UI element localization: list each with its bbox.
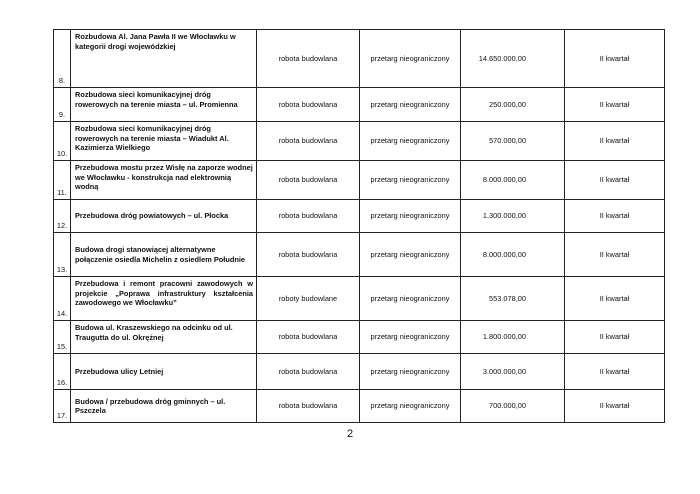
contract-type: robota budowlana: [257, 161, 360, 200]
table-row: [54, 277, 665, 321]
estimated-value: 250.000,00: [461, 88, 565, 122]
procurement-table: [53, 29, 665, 423]
task-name: Rozbudowa sieci komunikacyjnej dróg rowerowych na terenie miasta – Wiadukt Al. Kazimierza Wielkiego: [71, 122, 257, 161]
contract-type: roboty budowlane: [257, 277, 360, 321]
estimated-value: 14.650.000,00: [461, 30, 565, 88]
planned-quarter: II kwartał: [565, 88, 665, 122]
contract-type: robota budowlana: [257, 390, 360, 423]
procurement-procedure: przetarg nieograniczony: [360, 88, 461, 122]
row-number: 9.: [54, 88, 71, 122]
row-number: 15.: [54, 321, 71, 354]
table-row: [54, 233, 665, 277]
row-number: 13.: [54, 233, 71, 277]
procurement-procedure: przetarg nieograniczony: [360, 233, 461, 277]
planned-quarter: II kwartał: [565, 233, 665, 277]
procurement-procedure: przetarg nieograniczony: [360, 354, 461, 390]
procurement-procedure: przetarg nieograniczony: [360, 277, 461, 321]
contract-type: robota budowlana: [257, 30, 360, 88]
table-row: [54, 390, 665, 423]
task-name: Budowa drogi stanowiącej alternatywne połączenie osiedla Michelin z osiedlem Południe: [71, 233, 257, 277]
table-row: [54, 161, 665, 200]
contract-type: robota budowlana: [257, 321, 360, 354]
task-name: Przebudowa dróg powiatowych – ul. Płocka: [71, 200, 257, 233]
contract-type: robota budowlana: [257, 233, 360, 277]
table-row: [54, 122, 665, 161]
planned-quarter: II kwartał: [565, 354, 665, 390]
procurement-procedure: przetarg nieograniczony: [360, 161, 461, 200]
planned-quarter: II kwartał: [565, 390, 665, 423]
planned-quarter: II kwartał: [565, 161, 665, 200]
planned-quarter: II kwartał: [565, 321, 665, 354]
row-number: 11.: [54, 161, 71, 200]
planned-quarter: II kwartał: [565, 200, 665, 233]
contract-type: robota budowlana: [257, 88, 360, 122]
table-row: [54, 200, 665, 233]
procurement-procedure: przetarg nieograniczony: [360, 122, 461, 161]
procurement-procedure: przetarg nieograniczony: [360, 30, 461, 88]
planned-quarter: II kwartał: [565, 122, 665, 161]
row-number: 14.: [54, 277, 71, 321]
estimated-value: 1.300.000,00: [461, 200, 565, 233]
table-row: [54, 354, 665, 390]
estimated-value: 1.800.000,00: [461, 321, 565, 354]
estimated-value: 570.000,00: [461, 122, 565, 161]
estimated-value: 700.000,00: [461, 390, 565, 423]
task-name: Przebudowa mostu przez Wisłę na zaporze wodnej we Włocławku - konstrukcja nad elektrownią wodną: [71, 161, 257, 200]
task-name: Przebudowa ulicy Letniej: [71, 354, 257, 390]
procurement-procedure: przetarg nieograniczony: [360, 390, 461, 423]
procurement-procedure: przetarg nieograniczony: [360, 321, 461, 354]
planned-quarter: II kwartał: [565, 30, 665, 88]
row-number: 12.: [54, 200, 71, 233]
row-number: 10.: [54, 122, 71, 161]
table-row: [54, 88, 665, 122]
estimated-value: 8.000.000,00: [461, 161, 565, 200]
task-name: Budowa ul. Kraszewskiego na odcinku od ul. Traugutta do ul. Okrężnej: [71, 321, 257, 354]
contract-type: robota budowlana: [257, 200, 360, 233]
planned-quarter: II kwartał: [565, 277, 665, 321]
estimated-value: 3.000.000,00: [461, 354, 565, 390]
task-name: Rozbudowa Al. Jana Pawła II we Włocławku w kategorii drogi wojewódzkiej: [71, 30, 257, 88]
contract-type: robota budowlana: [257, 122, 360, 161]
table-row: [54, 30, 665, 88]
task-name: Przebudowa i remont pracowni zawodowych w projekcie „Poprawa infrastruktury kształcenia zawodowego we Włocławku”: [71, 277, 257, 321]
table-row: [54, 321, 665, 354]
estimated-value: 553.078,00: [461, 277, 565, 321]
contract-type: robota budowlana: [257, 354, 360, 390]
task-name: Budowa / przebudowa dróg gminnych – ul. Pszczela: [71, 390, 257, 423]
row-number: 16.: [54, 354, 71, 390]
row-number: 17.: [54, 390, 71, 423]
procurement-procedure: przetarg nieograniczony: [360, 200, 461, 233]
estimated-value: 8.000.000,00: [461, 233, 565, 277]
row-number: 8.: [54, 30, 71, 88]
page-number: 2: [346, 428, 354, 440]
task-name: Rozbudowa sieci komunikacyjnej dróg rowerowych na terenie miasta – ul. Promienna: [71, 88, 257, 122]
